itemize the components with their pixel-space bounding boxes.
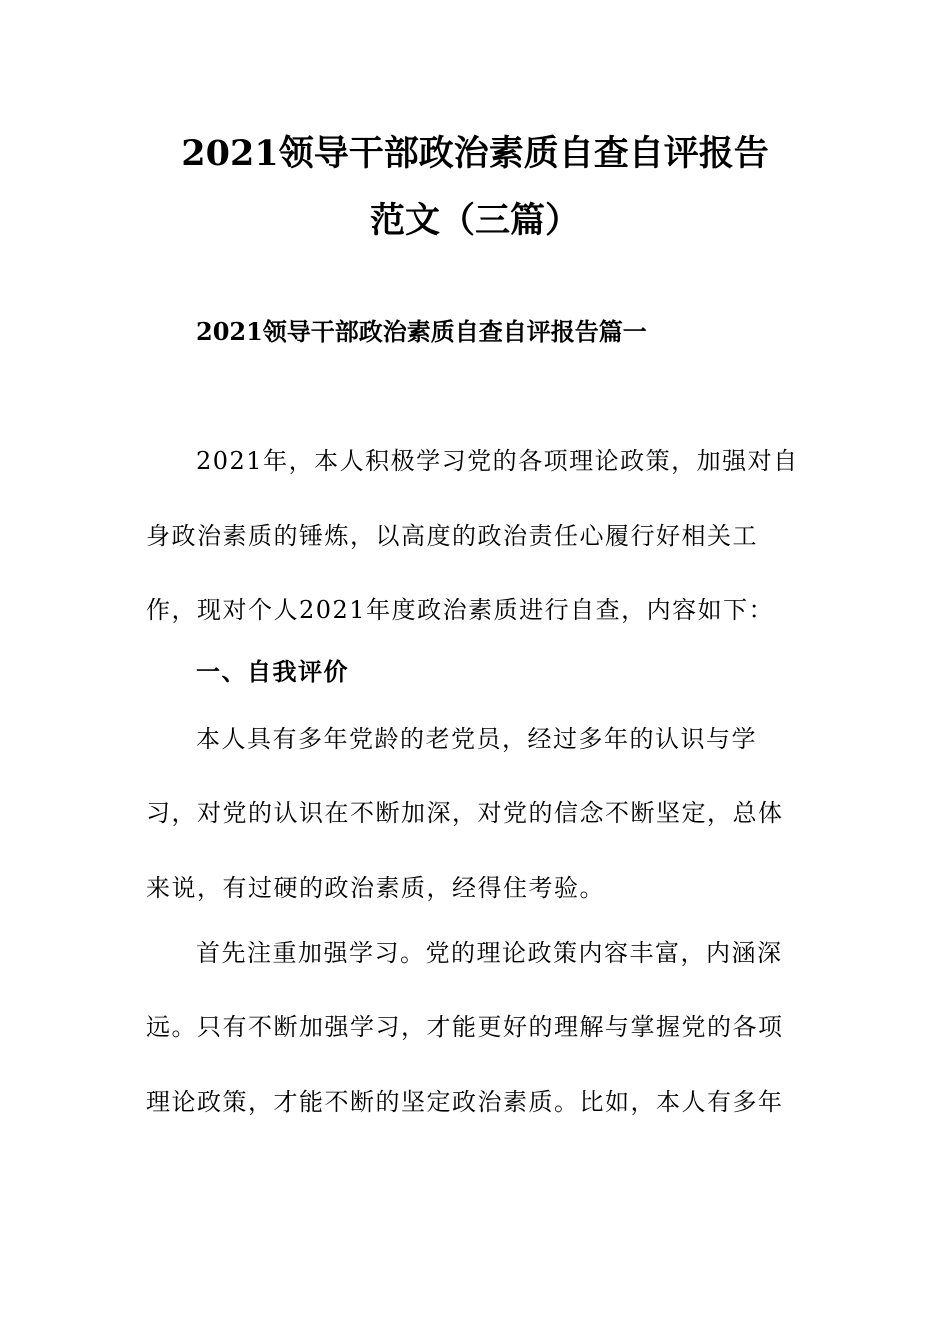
paragraph-1-line-3: 作，现对个人2021年度政治素质进行自查，内容如下：	[146, 596, 775, 624]
paragraph-3-line-3: 理论政策，才能不断的坚定政治素质。比如，本人有多年	[146, 1088, 784, 1116]
paragraph-2-line-2: 习，对党的认识在不断加深，对党的信念不断坚定，总体	[146, 799, 784, 827]
document-title-line-1: 2021领导干部政治素质自查自评报告	[181, 133, 769, 174]
paragraph-3-line-1: 首先注重加强学习。党的理论政策内容丰富，内涵深	[196, 939, 783, 967]
document-title-line-2: 范文（三篇）	[369, 200, 580, 241]
paragraph-2-line-1: 本人具有多年党龄的老党员，经过多年的认识与学	[196, 725, 757, 753]
subheading-self-evaluation: 一、自我评价	[196, 657, 349, 686]
paragraph-2-line-3: 来说，有过硬的政治素质，经得住考验。	[146, 874, 605, 902]
section-heading: 2021领导干部政治素质自查自评报告篇一	[196, 317, 647, 346]
paragraph-3-line-2: 远。只有不断加强学习，才能更好的理解与掌握党的各项	[146, 1013, 784, 1041]
paragraph-1-line-1: 2021年，本人积极学习党的各项理论政策，加强对自	[196, 447, 799, 475]
paragraph-1-line-2: 身政治素质的锤炼，以高度的政治责任心履行好相关工	[146, 522, 758, 550]
